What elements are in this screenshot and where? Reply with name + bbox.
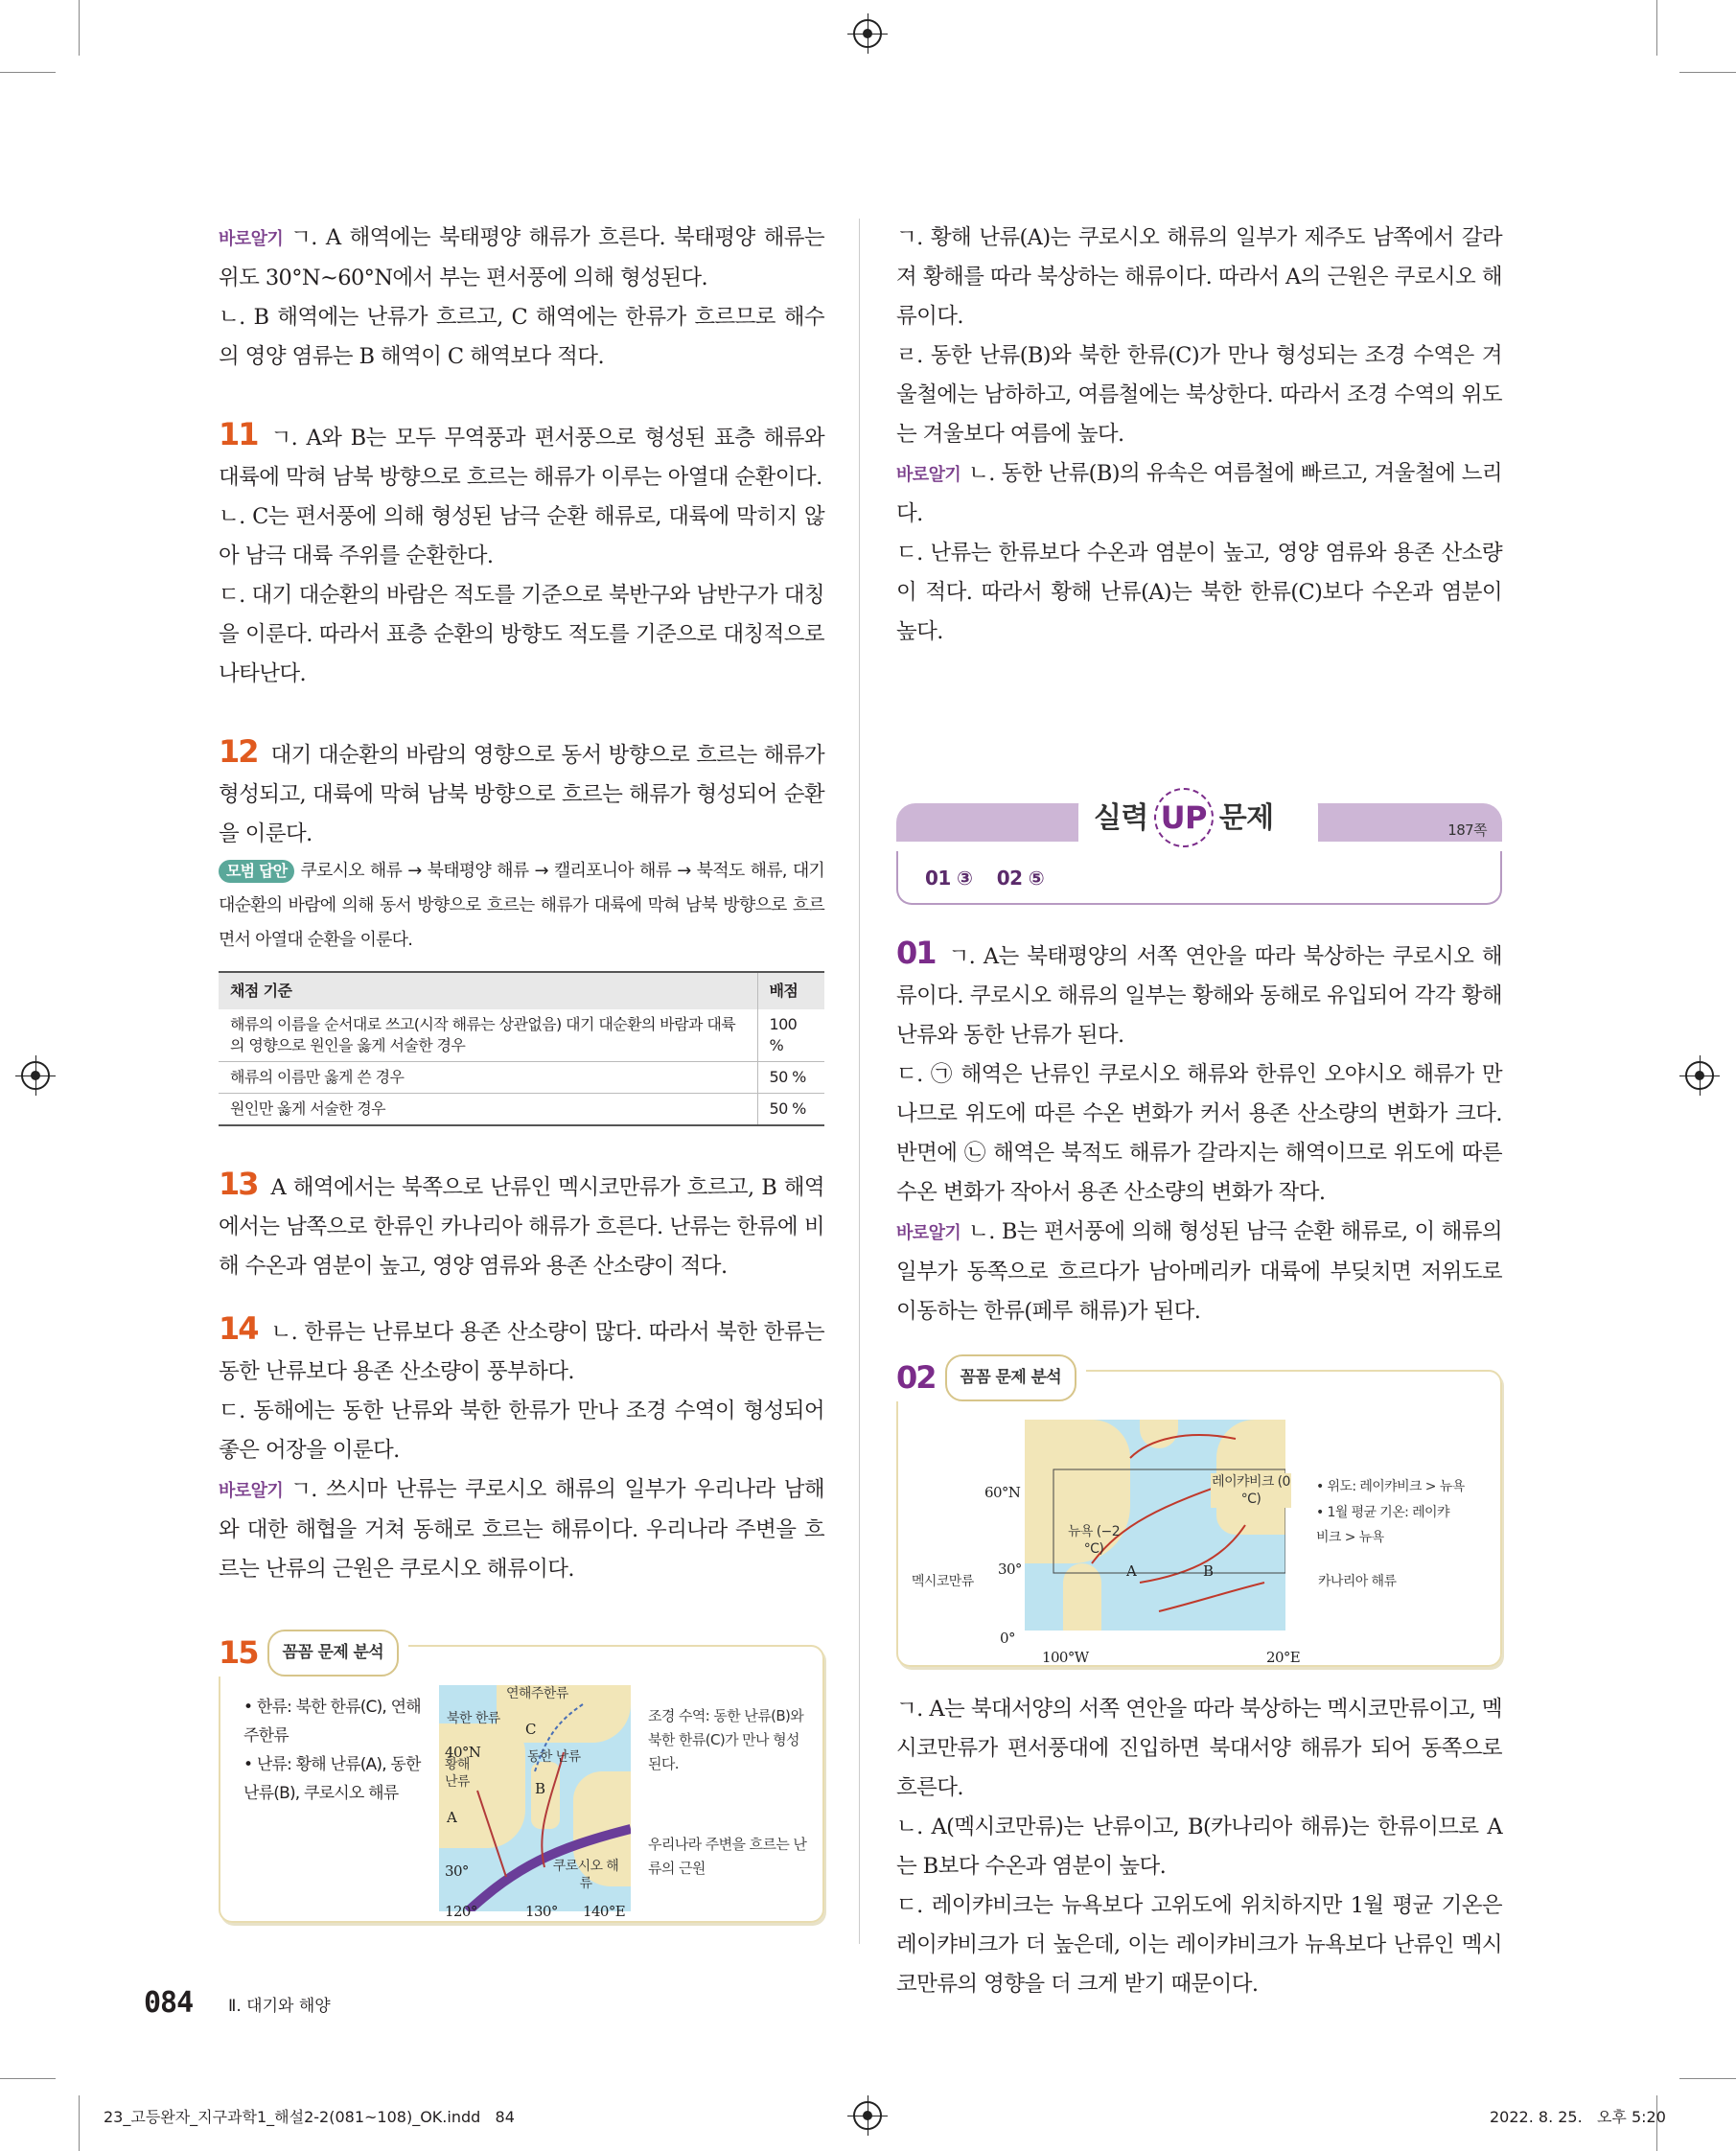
model-answer-badge: 모범 답안: [219, 860, 294, 883]
map-label: B: [535, 1780, 545, 1797]
answer-14-b: ㄷ. 동해에는 동한 난류와 북한 한류가 만나 조경 수역이 형성되어 좋은 어장을 이룬다.: [219, 1399, 824, 1463]
map-note: 우리나라 주변을 흐르는 난류의 근원: [648, 1836, 807, 1877]
answer-13: 13 A 해역에서는 북쪽으로 난류인 멕시코만류가 흐르고, B 해역에서는 남쪽으로 한류인 카나리아 해류가 흐른다. 난류는 한류에 비해 수온과 염분이 높고, 영양 염류와 용존 산소량이 적다.: [219, 1166, 824, 1279]
answer-key: 01 ③ 02 ⑤: [896, 851, 1502, 905]
question-number: 14: [219, 1310, 258, 1347]
answer-01-baro: 바로알기 ㄴ. B는 편서풍에 의해 형성된 남극 순환 해류로, 이 해류의 일부가 동쪽으로 흐르다가 남아메리카 대륙에 부딪치면 저위도로 이동하는 한류(페루 해류)가 된다.: [896, 1219, 1502, 1324]
answer-10-explanation-b: ㄴ. B 해역에는 난류가 흐르고, C 해역에는 한류가 흐르므로 해수의 영양 염류는 B 해역이 C 해역보다 적다.: [219, 305, 824, 369]
analysis-tag: 꼼꼼 문제 분석: [945, 1354, 1077, 1401]
answer-15-c: ㄷ. 난류는 한류보다 수온과 염분이 높고, 영양 염류와 용존 산소량이 적다. 따라서 황해 난류(A)는 북한 한류(C)보다 수온과 염분이 높다.: [896, 541, 1502, 644]
table-row: 원인만 옳게 서술한 경우 50 %: [219, 1094, 824, 1126]
file-slug: 23_고등완자_지구과학1_해설2-2(081~108)_OK.indd 84: [104, 2108, 515, 2126]
analysis-box-02: [896, 1359, 1502, 1667]
map-label: 0°: [1000, 1630, 1015, 1647]
map-label: 쿠로시오 해류: [552, 1859, 619, 1891]
registration-mark-icon: [853, 19, 882, 48]
question-number: 02: [896, 1359, 936, 1396]
map-label: 30°: [998, 1561, 1022, 1578]
crop-mark: [1679, 72, 1736, 73]
question-number: 15: [219, 1634, 258, 1671]
map-label: 40°N: [445, 1744, 481, 1761]
map-label: 20°E: [1266, 1649, 1301, 1666]
section-title: 실력 UP 문제: [1094, 788, 1274, 847]
registration-mark-icon: [853, 2101, 882, 2130]
map-label: 120°: [445, 1903, 477, 1920]
answer-15-baro: 바로알기 ㄴ. 동한 난류(B)의 유속은 여름철에 빠르고, 겨울철에 느리다.: [896, 461, 1502, 526]
analysis-box-15: [219, 1634, 824, 1923]
answer-11: 11 ㄱ. A와 B는 모두 무역풍과 편서풍으로 형성된 표층 해류와 대륙에 막혀 남북 방향으로 흐르는 해류가 이루는 아열대 순환이다.: [219, 416, 824, 490]
crop-mark: [0, 72, 56, 73]
answer-01-b: ㄷ. ㉠ 해역은 난류인 쿠로시오 해류와 한류인 오야시오 해류가 만나므로 위도에 따른 수온 변화가 커서 용존 산소량의 변화가 크다. 반면에 ㉡ 해역은 북적도 해류가 갈라지는 해역이므로 위도에 따른 수온 변화가 작아서 용존 산소량의 변화가 작다.: [896, 1062, 1502, 1205]
table-header-criteria: 채점 기준: [219, 972, 757, 1009]
answer-10-explanation: 바로알기 ㄱ. A 해역에는 북태평양 해류가 흐른다. 북태평양 해류는 위도 30°N~60°N에서 부는 편서풍에 의해 형성된다.: [219, 225, 824, 290]
map-label: 30°: [445, 1862, 469, 1880]
answer-12: 12 대기 대순환의 바람의 영향으로 동서 방향으로 흐르는 해류가 형성되고, 대륙에 막혀 남북 방향으로 흐르는 해류가 형성되어 순환을 이룬다.: [219, 733, 824, 846]
answer-11-c: ㄷ. 대기 대순환의 바람은 적도를 기준으로 북반구와 남반구가 대칭을 이룬다. 따라서 표층 순환의 방향도 적도를 기준으로 대칭적으로 나타난다.: [219, 583, 824, 686]
crop-mark: [79, 0, 80, 56]
crop-mark: [1656, 0, 1657, 56]
map-label: 북한 한류: [447, 1711, 500, 1726]
answer-02-a: ㄱ. A는 북대서양의 서쪽 연안을 따라 북상하는 멕시코만류이고, 멕시코만류가 편서풍대에 진입하면 북대서양 해류가 되어 동쪽으로 흐른다.: [896, 1697, 1502, 1800]
answer-15-b: ㄹ. 동한 난류(B)와 북한 한류(C)가 만나 형성되는 조경 수역은 겨울철에는 남하하고, 여름철에는 북상한다. 따라서 조경 수역의 위도는 겨울보다 여름에 높다.: [896, 343, 1502, 447]
map-label: 멕시코만류: [912, 1574, 974, 1589]
map-label: 뉴욕 (−2 °C): [1068, 1524, 1120, 1557]
map-label: 연해주한류: [506, 1686, 568, 1701]
crop-mark: [0, 2078, 56, 2079]
map-label: 레이캬비크 (0 °C): [1212, 1474, 1290, 1507]
baro-label: 바로알기: [219, 1481, 284, 1501]
registration-mark-icon: [21, 1061, 50, 1090]
analysis-tag: 꼼꼼 문제 분석: [267, 1630, 400, 1677]
map-label: 황해 난류: [445, 1757, 470, 1790]
registration-mark-icon: [1685, 1061, 1714, 1090]
question-number: 13: [219, 1166, 258, 1202]
map-note: • 1월 평균 기온: 레이캬비크 > 뉴욕: [1316, 1505, 1449, 1545]
answer-14-baro: 바로알기 ㄱ. 쓰시마 난류는 쿠로시오 해류의 일부가 우리나라 남해와 대한 해협을 거쳐 동해로 흐르는 해류이다. 우리나라 주변을 흐르는 난류의 근원은 쿠로시오 해류이다.: [219, 1477, 824, 1582]
current-list: • 한류: 북한 한류(C), 연해주한류 • 난류: 황해 난류(A), 동한 난류(B), 쿠로시오 해류: [243, 1698, 421, 1803]
map-label: 동한 난류: [527, 1749, 581, 1765]
map-note: 조경 수역: 동한 난류(B)와 북한 한류(C)가 만나 형성된다.: [648, 1707, 804, 1772]
question-number: 01: [896, 935, 936, 971]
map-label: 카나리아 해류: [1318, 1574, 1397, 1589]
crop-mark: [79, 2095, 80, 2151]
question-number: 12: [219, 733, 258, 770]
map-label: C: [525, 1721, 536, 1738]
map-label: 140°E: [583, 1903, 626, 1920]
map-label: A: [447, 1809, 457, 1826]
answer-01: 01 ㄱ. A는 북태평양의 서쪽 연안을 따라 북상하는 쿠로시오 해류이다. 쿠로시오 해류의 일부는 황해와 동해로 유입되어 각각 황해 난류와 동한 난류가 된다.: [896, 935, 1502, 1048]
map-label: 100°W: [1042, 1649, 1089, 1666]
table-header-points: 배점: [757, 972, 824, 1009]
answer-14: 14 ㄴ. 한류는 난류보다 용존 산소량이 많다. 따라서 북한 한류는 동한 난류보다 용존 산소량이 풍부하다.: [219, 1310, 824, 1384]
up-badge: UP: [1154, 788, 1214, 847]
column-divider: [859, 219, 860, 1944]
map-note: • 위도: 레이캬비크 > 뉴욕: [1316, 1479, 1465, 1494]
baro-label: 바로알기: [896, 1223, 961, 1243]
baro-label: 바로알기: [896, 465, 961, 485]
answer-15-a: ㄱ. 황해 난류(A)는 쿠로시오 해류의 일부가 제주도 남쪽에서 갈라져 황해를 따라 북상하는 해류이다. 따라서 A의 근원은 쿠로시오 해류이다.: [896, 225, 1502, 329]
table-row: 해류의 이름을 순서대로 쓰고(시작 해류는 상관없음) 대기 대순환의 바람과 대륙의 영향으로 원인을 옳게 서술한 경우 100 %: [219, 1009, 824, 1062]
map-label: A: [1126, 1562, 1137, 1580]
left-column: [219, 219, 824, 1923]
page-number: 084: [144, 1986, 194, 2020]
scoring-table: [219, 971, 824, 1126]
map-label: 130°: [525, 1903, 558, 1920]
right-column: [896, 219, 1502, 2004]
section-name: Ⅱ. 대기와 해양: [228, 1997, 331, 2016]
map-label: 60°N: [984, 1484, 1021, 1501]
answer-02-b: ㄴ. A(멕시코만류)는 난류이고, B(카나리아 해류)는 한류이므로 A는 B보다 수온과 염분이 높다.: [896, 1815, 1502, 1879]
question-number: 11: [219, 416, 258, 452]
answer-11-b: ㄴ. C는 편서풍에 의해 형성된 남극 순환 해류로, 대륙에 막히지 않아 남극 대륙 주위를 순환한다.: [219, 504, 824, 568]
map-label: B: [1203, 1562, 1214, 1580]
print-date: 2022. 8. 25. 오후 5:20: [1490, 2108, 1666, 2126]
answer-02-c: ㄷ. 레이캬비크는 뉴욕보다 고위도에 위치하지만 1월 평균 기온은 레이캬비크가 더 높은데, 이는 레이캬비크가 뉴욕보다 난류인 멕시코만류의 영향을 더 크게 받기 때문이다.: [896, 1893, 1502, 1997]
page-reference: 187쪽: [1447, 821, 1487, 839]
model-answer: 모범 답안 쿠로시오 해류 → 북태평양 해류 → 캘리포니아 해류 → 북적도 해류, 대기 대순환의 바람에 의해 동서 방향으로 흐르는 해류가 대륙에 막혀 남북 방향으로 흐르면서 아열대 순환을 이룬다.: [219, 861, 824, 950]
baro-label: 바로알기: [219, 229, 284, 249]
skill-up-banner: [896, 778, 1502, 851]
crop-mark: [1679, 2078, 1736, 2079]
table-row: 해류의 이름만 옳게 쓴 경우 50 %: [219, 1062, 824, 1094]
